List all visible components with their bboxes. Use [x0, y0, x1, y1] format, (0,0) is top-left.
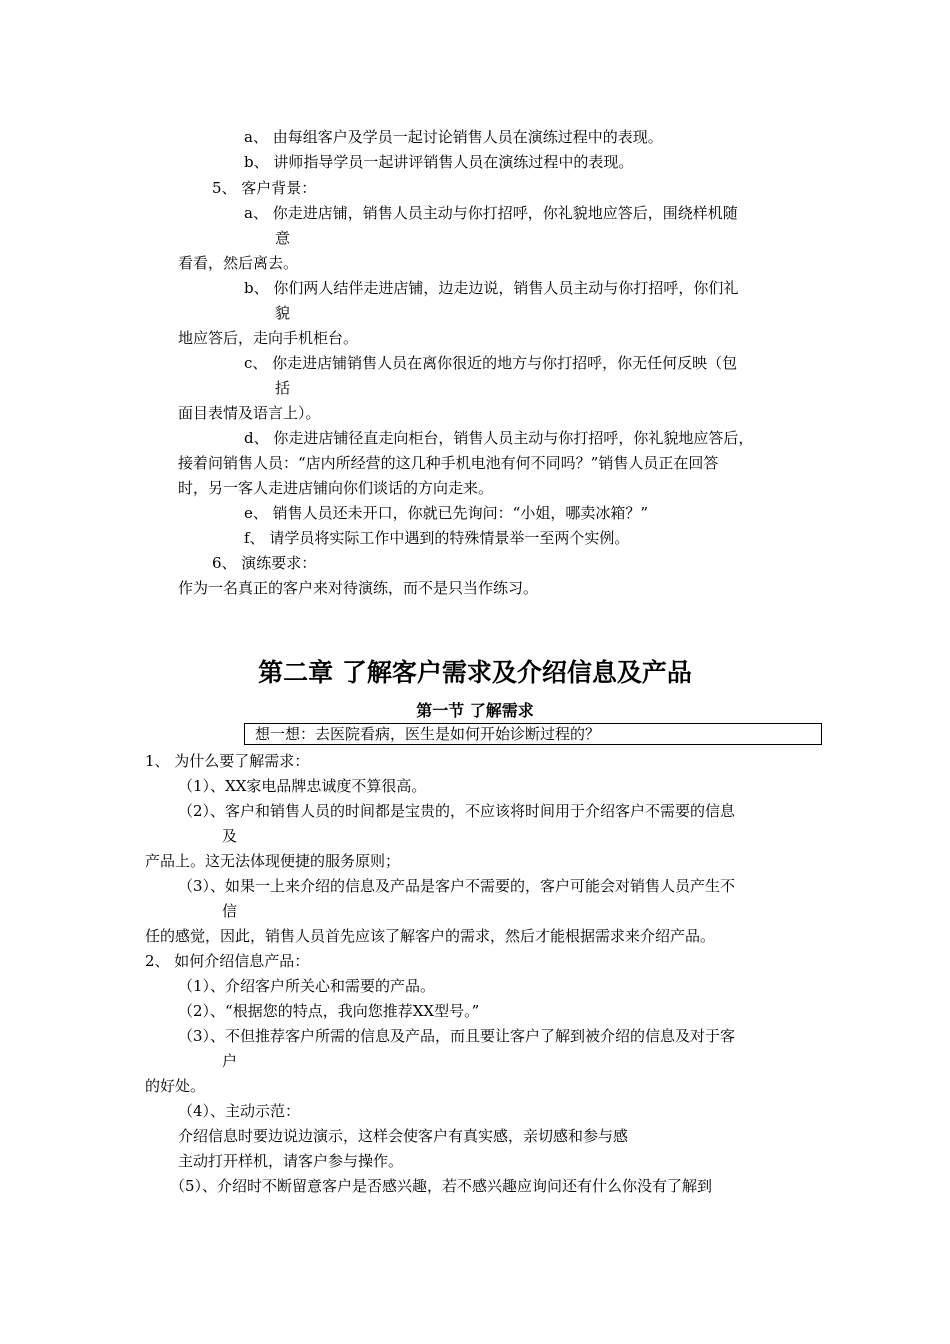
- text-line: 面目表情及语言上）。: [178, 404, 321, 422]
- text-line: 任的感觉，因此，销售人员首先应该了解客户的需求，然后才能根据需求来介绍产品。: [145, 927, 716, 945]
- think-box-text: 想一想：去医院看病，医生是如何开始诊断过程的？: [255, 725, 601, 743]
- text-line: 户: [222, 1052, 238, 1070]
- text-line: e、 销售人员还未开口，你就已先询问：“小姐，哪卖冰箱？”: [244, 504, 648, 522]
- chapter-title: 第二章 了解客户需求及介绍信息及产品: [258, 658, 692, 687]
- text-line: 产品上。这无法体现便捷的服务原则；: [145, 852, 401, 870]
- text-line: 作为一名真正的客户来对待演练，而不是只当作练习。: [178, 579, 539, 597]
- text-line: （4）、主动示范：: [178, 1102, 301, 1120]
- text-line: a、 由每组客户及学员一起讨论销售人员在演练过程中的表现。: [244, 128, 663, 146]
- text-line: 介绍信息时要边说边演示，这样会使客户有真实感，亲切感和参与感: [178, 1127, 629, 1145]
- text-line: 2、 如何介绍信息产品：: [145, 952, 310, 970]
- text-line: 意: [275, 229, 291, 247]
- text-line: （5）、介绍时不断留意客户是否感兴趣，若不感兴趣应询问还有什么你没有了解到: [170, 1177, 713, 1195]
- text-line: 括: [275, 379, 291, 397]
- text-line: b、 你们两人结伴走进店铺，边走边说，销售人员主动与你打招呼，你们礼: [244, 279, 739, 297]
- text-line: 接着问销售人员：“店内所经营的这几种手机电池有何不同吗？”销售人员正在回答: [178, 454, 719, 472]
- text-line: （1）、介绍客户所关心和需要的产品。: [178, 977, 436, 995]
- text-line: d、 你走进店铺径直走向柜台，销售人员主动与你打招呼，你礼貌地应答后，: [244, 429, 754, 447]
- text-line: f、 请学员将实际工作中遇到的特殊情景举一至两个实例。: [244, 529, 630, 547]
- text-line: 5、 客户背景：: [212, 179, 317, 197]
- think-box: [244, 723, 822, 745]
- text-line: a、 你走进店铺，销售人员主动与你打招呼，你礼貌地应答后，围绕样机随: [244, 204, 738, 222]
- text-line: （3）、如果一上来介绍的信息及产品是客户不需要的，客户可能会对销售人员产生不: [178, 877, 736, 895]
- text-line: （2）、客户和销售人员的时间都是宝贵的，不应该将时间用于介绍客户不需要的信息: [178, 802, 736, 820]
- text-line: 地应答后，走向手机柜台。: [178, 329, 359, 347]
- text-line: 主动打开样机，请客户参与操作。: [178, 1152, 404, 1170]
- text-line: （3）、不但推荐客户所需的信息及产品，而且要让客户了解到被介绍的信息及对于客: [178, 1027, 736, 1045]
- text-line: 貌: [275, 304, 291, 322]
- text-line: c、 你走进店铺销售人员在离你很近的地方与你打招呼，你无任何反映（包: [244, 354, 738, 372]
- text-line: 看看，然后离去。: [178, 254, 299, 272]
- text-line: （1）、XX家电品牌忠诚度不算很高。: [178, 777, 427, 795]
- text-line: 6、 演练要求：: [212, 554, 317, 572]
- text-line: 时，另一客人走进店铺向你们谈话的方向走来。: [178, 479, 494, 497]
- text-line: 1、 为什么要了解需求：: [145, 752, 310, 770]
- text-line: b、 讲师指导学员一起讲评销售人员在演练过程中的表现。: [244, 153, 634, 171]
- text-line: 及: [222, 827, 238, 845]
- text-line: 信: [222, 902, 238, 920]
- section-title: 第一节 了解需求: [416, 701, 534, 720]
- text-line: 的好处。: [145, 1077, 206, 1095]
- text-line: （2）、“根据您的特点，我向您推荐XX型号。”: [178, 1002, 480, 1020]
